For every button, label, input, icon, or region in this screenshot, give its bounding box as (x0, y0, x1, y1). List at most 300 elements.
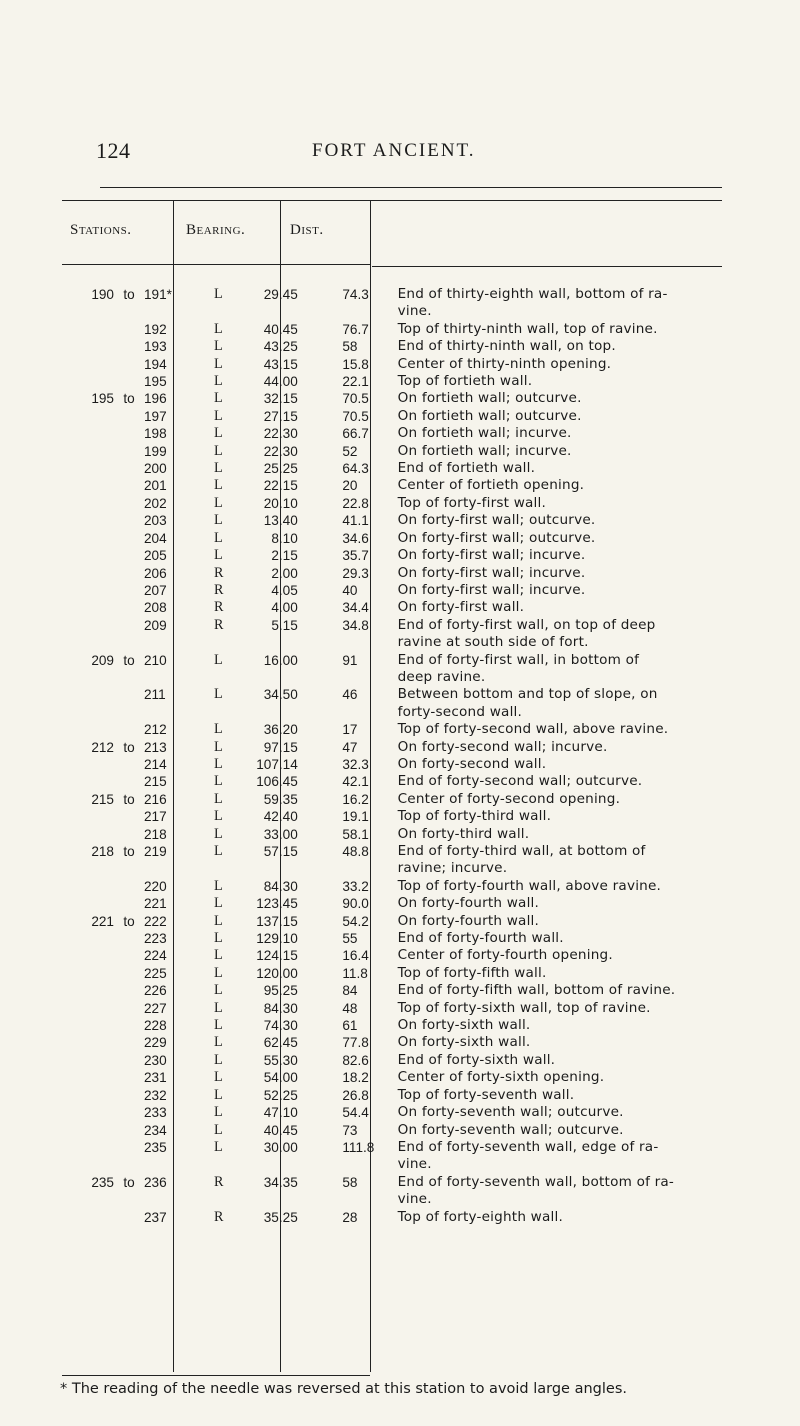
station-to: 196 (144, 391, 167, 407)
bearing-angle: 5.15 (271, 617, 298, 633)
running-title: FORT ANCIENT. (312, 140, 476, 161)
station-to-word (114, 1104, 144, 1121)
station-from (62, 425, 114, 442)
distance: 90.0 (342, 896, 369, 912)
description-line: End of forty-seventh wall, edge of ra- (397, 1138, 659, 1155)
spacer (298, 565, 343, 582)
spacer (298, 773, 343, 790)
station-from (62, 495, 114, 512)
station-from (62, 1017, 114, 1034)
station-to-word (114, 373, 144, 390)
spacer (298, 1069, 343, 1086)
table-row (62, 773, 722, 790)
station-to-word: to (123, 913, 135, 929)
bearing-direction: L (214, 1086, 223, 1103)
distance: 34.4 (342, 600, 369, 616)
description-line: On forty-first wall. (397, 599, 525, 616)
station-from (62, 599, 114, 616)
station-cell (62, 652, 210, 687)
bearing-direction: L (214, 721, 223, 738)
spacer (298, 512, 343, 529)
station-from: 212 (91, 739, 114, 755)
bearing-direction: L (214, 547, 223, 564)
description-line: On forty-seventh wall; outcurve. (397, 1121, 624, 1138)
station-from (62, 773, 114, 790)
description (398, 408, 722, 425)
bearing-angle: 4.00 (271, 600, 298, 616)
description (398, 599, 722, 616)
station-cell (62, 1069, 210, 1086)
bearing-direction: L (214, 999, 223, 1016)
bearing-angle: 2.15 (271, 548, 298, 564)
page-number: 124 (96, 138, 131, 163)
bearing-angle: 4.05 (271, 582, 298, 598)
station-from (62, 547, 114, 564)
station-to: 204 (144, 530, 167, 546)
bearing-angle: 22.30 (263, 443, 298, 459)
spacer (298, 1000, 343, 1017)
distance: 15.8 (342, 356, 369, 372)
station-to: 197 (144, 408, 167, 424)
bearing-direction: L (214, 373, 223, 390)
survey-table-body (62, 286, 722, 1226)
spacer (298, 808, 343, 825)
table-row (62, 721, 722, 738)
station-from: 218 (91, 844, 114, 859)
bearing-angle: 52.25 (263, 1087, 298, 1103)
station-to: 199 (144, 443, 167, 459)
station-cell (62, 565, 210, 582)
description-line: Top of forty-first wall. (397, 494, 547, 511)
station-to-word: to (123, 391, 135, 407)
distance: 32.3 (342, 756, 369, 772)
station-from (62, 1034, 114, 1051)
table-row (62, 686, 722, 721)
station-from (62, 756, 114, 773)
description-line: On fortieth wall; incurve. (397, 442, 572, 459)
distance: 66.7 (342, 426, 369, 442)
station-to: 218 (144, 826, 167, 842)
station-cell (62, 390, 210, 407)
distance: 58.1 (342, 826, 369, 842)
station-cell (62, 930, 210, 947)
station-to: 198 (144, 426, 167, 442)
bearing-angle: 95.25 (263, 983, 298, 999)
header-bottom-rule-desc (372, 266, 722, 267)
bearing-direction: L (214, 895, 223, 912)
distance: 11.8 (342, 965, 368, 981)
table-row (62, 286, 722, 321)
station-to-word (114, 356, 144, 373)
station-to-word (114, 582, 144, 599)
description (398, 512, 722, 529)
station-cell (62, 756, 210, 773)
station-to-word (114, 460, 144, 477)
spacer (298, 913, 343, 930)
bearing-direction: L (214, 320, 223, 337)
station-to-word (114, 1087, 144, 1104)
description-continuation: forty-second wall. (397, 703, 523, 720)
station-cell (62, 1000, 210, 1017)
description-line: On fortieth wall; outcurve. (397, 407, 582, 424)
station-from (62, 512, 114, 529)
station-to-word (114, 338, 144, 355)
bearing-direction: L (214, 425, 223, 442)
description-line: End of forty-third wall, at bottom of (397, 843, 646, 859)
station-from: 215 (91, 791, 114, 807)
bearing-direction: L (214, 1121, 223, 1138)
description (398, 286, 722, 321)
description (398, 547, 722, 564)
distance: 29.3 (342, 565, 369, 581)
station-cell (62, 982, 210, 999)
station-to-word (114, 1000, 144, 1017)
station-cell (62, 356, 210, 373)
description (398, 843, 722, 878)
bearing-angle: 124.15 (256, 948, 298, 964)
bearing-angle: 59.35 (263, 791, 298, 807)
bearing-direction: L (214, 355, 223, 372)
station-from (62, 443, 114, 460)
spacer (298, 582, 343, 599)
station-cell (62, 947, 210, 964)
station-to-word: to (123, 652, 135, 668)
description-line: Top of forty-fifth wall. (397, 964, 547, 981)
station-from (62, 721, 114, 738)
distance: 58 (342, 339, 358, 355)
description (398, 1017, 722, 1034)
table-row (62, 617, 722, 652)
table-row (62, 1087, 722, 1104)
description (398, 982, 722, 999)
distance: 34.6 (342, 530, 369, 546)
station-to: 233 (144, 1105, 167, 1121)
table-row (62, 1034, 722, 1051)
table-row (62, 495, 722, 512)
station-from (62, 1069, 114, 1086)
distance: 22.1 (342, 374, 369, 390)
table-row (62, 739, 722, 756)
table-row (62, 895, 722, 912)
description (398, 321, 722, 338)
table-row (62, 1104, 722, 1121)
table-row (62, 1052, 722, 1069)
spacer (298, 530, 343, 547)
bearing-angle: 16.00 (263, 652, 298, 668)
table-row (62, 947, 722, 964)
station-to: 232 (144, 1087, 167, 1103)
bearing-angle: 106.45 (256, 774, 298, 790)
station-to-word (114, 947, 144, 964)
station-cell (62, 617, 210, 652)
table-row (62, 843, 722, 878)
description (398, 947, 722, 964)
spacer (298, 826, 343, 843)
station-cell (62, 338, 210, 355)
footnote: * The reading of the needle was reversed at this station to avoid large angles. (60, 1381, 627, 1397)
description-line: On forty-first wall; incurve. (397, 564, 586, 581)
station-to: 207 (144, 582, 167, 598)
bearing-direction: L (214, 947, 223, 964)
bearing-angle: 129.10 (256, 931, 298, 947)
header-bottom-rule (62, 264, 370, 265)
station-to-word (114, 1139, 144, 1174)
bearing-angle: 36.20 (263, 722, 298, 738)
bearing-direction: L (214, 808, 223, 825)
station-cell (62, 878, 210, 895)
station-to-word (114, 1209, 144, 1226)
bearing-angle: 22.30 (263, 426, 298, 442)
station-from: 195 (91, 391, 114, 407)
distance: 34.8 (342, 617, 369, 633)
bearing-direction: L (214, 912, 223, 929)
station-to: 200 (144, 461, 167, 477)
bearing-angle: 123.45 (256, 896, 298, 912)
bearing-angle: 22.15 (263, 478, 298, 494)
station-to-word (114, 1017, 144, 1034)
bearing-angle: 137.15 (256, 913, 298, 929)
station-from (62, 408, 114, 425)
station-cell (62, 791, 210, 808)
spacer (298, 1034, 343, 1051)
station-to-word (114, 321, 144, 338)
bearing-direction: L (214, 1104, 223, 1121)
description-line: On forty-second wall; incurve. (397, 738, 608, 755)
distance: 17 (342, 722, 358, 738)
description (398, 495, 722, 512)
station-to-word (114, 826, 144, 843)
footnote-rule (62, 1375, 370, 1376)
description (398, 425, 722, 442)
station-to: 237 (144, 1209, 167, 1225)
station-to-word (114, 617, 144, 652)
bearing-angle: 40.45 (263, 1122, 298, 1138)
bearing-direction: R (214, 599, 224, 616)
description-line: End of forty-first wall, on top of deep (397, 616, 656, 633)
station-cell (62, 460, 210, 477)
station-from: 190 (91, 287, 114, 302)
station-to: 221 (144, 896, 167, 912)
distance: 91 (342, 652, 358, 668)
bearing-direction: L (214, 651, 223, 668)
spacer (298, 356, 343, 373)
bearing-direction: L (214, 825, 223, 842)
description-line: Top of thirty-ninth wall, top of ravine. (397, 320, 658, 337)
spacer (298, 443, 343, 460)
station-to: 202 (144, 495, 167, 511)
station-from (62, 1122, 114, 1139)
table-row (62, 512, 722, 529)
distance: 52 (342, 443, 358, 459)
station-from (62, 878, 114, 895)
description (398, 1174, 722, 1209)
station-to-word (114, 1122, 144, 1139)
bearing-angle: 29.45 (263, 287, 298, 302)
spacer (298, 895, 343, 912)
distance: 48 (342, 1000, 358, 1016)
description-line: Center of fortieth opening. (397, 477, 585, 494)
spacer (298, 686, 343, 721)
bearing-direction: L (214, 494, 223, 511)
station-to: 191* (144, 287, 172, 302)
bearing-direction: L (214, 930, 223, 947)
distance: 48.8 (342, 844, 369, 859)
description (398, 913, 722, 930)
station-from (62, 965, 114, 982)
distance: 61 (342, 1018, 358, 1034)
station-from (62, 617, 114, 652)
bearing-direction: L (214, 529, 223, 546)
distance: 18.2 (342, 1070, 369, 1086)
spacer (298, 547, 343, 564)
station-to-word (114, 930, 144, 947)
description (398, 808, 722, 825)
description-line: On fortieth wall; incurve. (397, 425, 572, 442)
bearing-angle: 43.15 (263, 356, 298, 372)
bearing-angle: 35.25 (263, 1209, 298, 1225)
bearing-direction: R (214, 581, 224, 598)
station-to-word (114, 1052, 144, 1069)
description (398, 1034, 722, 1051)
table-row (62, 878, 722, 895)
station-to-word (114, 547, 144, 564)
spacer (298, 965, 343, 982)
description-line: On forty-third wall. (397, 825, 530, 842)
table-row (62, 1209, 722, 1226)
table-row (62, 965, 722, 982)
station-from (62, 982, 114, 999)
table-row (62, 791, 722, 808)
description (398, 356, 722, 373)
station-to-word: to (123, 1174, 135, 1190)
station-from (62, 1139, 114, 1174)
spacer (298, 739, 343, 756)
station-to: 230 (144, 1052, 167, 1068)
station-to: 217 (144, 809, 167, 825)
station-to: 203 (144, 513, 167, 529)
bearing-direction: L (214, 1051, 223, 1068)
bearing-direction: R (214, 1173, 224, 1190)
description (398, 582, 722, 599)
table-row (62, 582, 722, 599)
station-to-word (114, 895, 144, 912)
table-row (62, 756, 722, 773)
bearing-angle: 120.00 (256, 965, 298, 981)
distance: 54.2 (342, 913, 369, 929)
bearing-direction: L (214, 1034, 223, 1051)
bearing-angle: 2.00 (271, 565, 298, 581)
description-line: End of fortieth wall. (397, 460, 536, 477)
station-to: 214 (144, 756, 167, 772)
description (398, 1087, 722, 1104)
distance: 40 (342, 582, 358, 598)
distance: 73 (342, 1122, 358, 1138)
table-row (62, 338, 722, 355)
station-from (62, 1000, 114, 1017)
description-line: Between bottom and top of slope, on (397, 686, 658, 703)
station-to-word (114, 495, 144, 512)
bearing-direction: L (214, 286, 223, 302)
description (398, 1104, 722, 1121)
description-line: End of forty-second wall; outcurve. (397, 773, 643, 790)
bearing-angle: 40.45 (263, 321, 298, 337)
description (398, 652, 722, 687)
station-to: 220 (144, 878, 167, 894)
station-from (62, 930, 114, 947)
distance: 16.2 (342, 791, 369, 807)
spacer (298, 843, 343, 878)
description-line: End of forty-sixth wall. (397, 1051, 556, 1068)
station-from (62, 947, 114, 964)
bearing-angle: 32.15 (263, 391, 298, 407)
bearing-angle: 97.15 (263, 739, 298, 755)
description-continuation: deep ravine. (397, 668, 486, 685)
description-line: On forty-sixth wall. (397, 1034, 531, 1051)
description (398, 477, 722, 494)
station-cell (62, 599, 210, 616)
column-header-dist: Dist. (290, 222, 324, 238)
table-row (62, 460, 722, 477)
description-line: On forty-fourth wall. (397, 912, 540, 929)
bearing-direction: L (214, 877, 223, 894)
distance: 46 (342, 687, 358, 703)
distance: 70.5 (342, 391, 369, 407)
bearing-direction: R (214, 1208, 224, 1225)
station-to: 210 (144, 652, 167, 668)
spacer (298, 791, 343, 808)
station-from: 235 (91, 1174, 114, 1190)
distance: 111.8 (342, 1139, 375, 1155)
station-to-word (114, 721, 144, 738)
bearing-direction: L (214, 512, 223, 529)
distance: 54.4 (342, 1105, 369, 1121)
bearing-direction: L (214, 442, 223, 459)
table-row (62, 599, 722, 616)
bearing-direction: L (214, 407, 223, 424)
description-line: End of forty-first wall, in bottom of (397, 651, 640, 668)
station-from (62, 895, 114, 912)
bearing-angle: 84.30 (263, 878, 298, 894)
description (398, 756, 722, 773)
station-from (62, 1209, 114, 1226)
spacer (298, 1209, 343, 1226)
bearing-angle: 54.00 (263, 1070, 298, 1086)
station-to-word (114, 1034, 144, 1051)
spacer (298, 460, 343, 477)
station-to-word (114, 756, 144, 773)
description (398, 1122, 722, 1139)
description (398, 390, 722, 407)
station-to: 228 (144, 1018, 167, 1034)
station-from (62, 826, 114, 843)
station-to: 225 (144, 965, 167, 981)
station-cell (62, 965, 210, 982)
table-row (62, 1000, 722, 1017)
table-row (62, 390, 722, 407)
description-line: Top of forty-fourth wall, above ravine. (397, 877, 662, 894)
station-from (62, 686, 114, 721)
description-line: Top of forty-third wall. (397, 808, 552, 825)
description (398, 1139, 722, 1174)
bearing-direction: L (214, 1138, 223, 1155)
description (398, 1069, 722, 1086)
station-to-word: to (123, 287, 135, 302)
station-cell (62, 739, 210, 756)
spacer (298, 930, 343, 947)
station-cell (62, 1104, 210, 1121)
distance: 70.5 (342, 408, 369, 424)
station-to-word (114, 512, 144, 529)
